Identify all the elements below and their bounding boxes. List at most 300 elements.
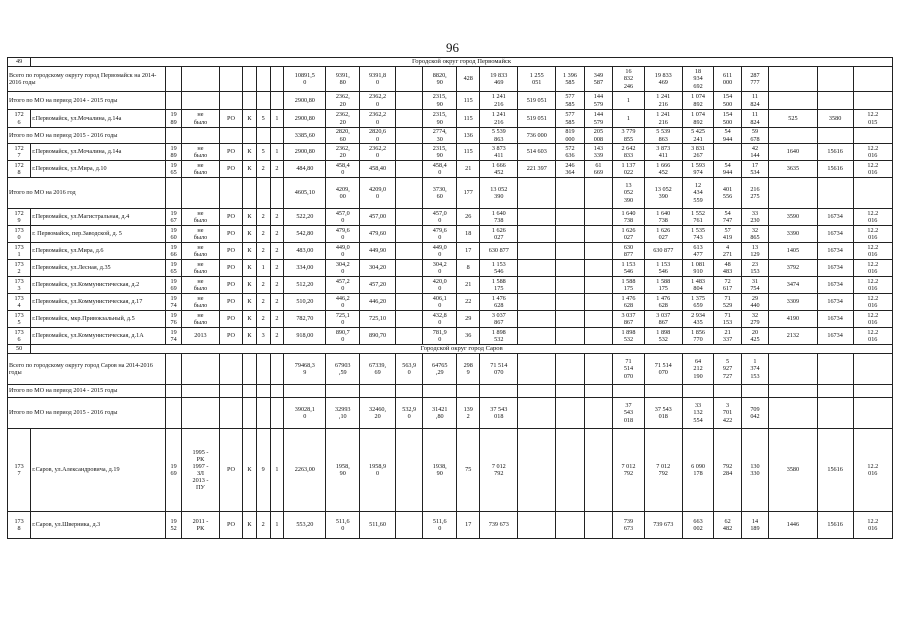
- section-number: 50: [8, 345, 31, 354]
- data-cell: [518, 429, 556, 512]
- data-cell: [518, 328, 556, 345]
- data-cell: 457,0 0: [326, 209, 360, 226]
- data-cell: 1 396 585: [556, 67, 584, 92]
- data-cell: [518, 354, 556, 385]
- data-cell: 349 587: [584, 67, 612, 92]
- data-cell: 18 934 692: [682, 67, 714, 92]
- data-cell: 458,4 0: [423, 161, 457, 178]
- data-cell: 432,8 0: [423, 311, 457, 328]
- data-cell: [817, 398, 853, 429]
- data-cell: [395, 92, 422, 110]
- data-cell: 75: [457, 429, 480, 512]
- data-cell: 3390: [769, 226, 818, 243]
- data-cell: [395, 178, 422, 209]
- data-cell: 16734: [817, 294, 853, 311]
- data-cell: 2: [270, 260, 284, 277]
- data-cell: 15616: [817, 161, 853, 178]
- data-cell: [584, 243, 612, 260]
- address-cell: г.Первомайск, ул.Мира, д.10: [31, 161, 166, 178]
- data-cell: [270, 92, 284, 110]
- data-cell: 1 640 738: [480, 209, 518, 226]
- data-cell: 2362, 20: [326, 110, 360, 128]
- summary-label: Итого по МО на период 2014 - 2015 годы: [8, 385, 166, 398]
- data-cell: 563,9 0: [395, 354, 422, 385]
- data-cell: [270, 385, 284, 398]
- data-cell: [644, 385, 682, 398]
- data-cell: 71 514 070: [644, 354, 682, 385]
- data-cell: [741, 385, 768, 398]
- data-cell: 449,0 0: [326, 243, 360, 260]
- data-cell: [682, 385, 714, 398]
- data-cell: 64765 ,29: [423, 354, 457, 385]
- data-cell: [395, 328, 422, 345]
- data-cell: 1405: [769, 243, 818, 260]
- data-cell: 5 539 863: [480, 128, 518, 144]
- data-cell: [556, 311, 584, 328]
- data-cell: 16734: [817, 260, 853, 277]
- data-cell: [769, 92, 818, 110]
- data-cell: [243, 178, 257, 209]
- data-cell: 10891,5 0: [284, 67, 326, 92]
- data-cell: 139 2: [457, 398, 480, 429]
- data-cell: 6 090 178: [682, 429, 714, 512]
- data-cell: [395, 144, 422, 161]
- data-cell: [181, 398, 219, 429]
- data-cell: 21 337: [714, 328, 741, 345]
- data-cell: 428: [457, 67, 480, 92]
- data-cell: [395, 110, 422, 128]
- data-cell: 216 275: [741, 178, 768, 209]
- address-cell: г.Первомайск, ул.Магистральная, д.4: [31, 209, 166, 226]
- data-cell: 2: [270, 161, 284, 178]
- data-cell: 1640: [769, 144, 818, 161]
- data-cell: 19 833 469: [480, 67, 518, 92]
- data-cell: [166, 385, 182, 398]
- data-cell: [769, 178, 818, 209]
- data-cell: РО: [219, 294, 242, 311]
- data-cell: 5: [256, 144, 270, 161]
- data-cell: [556, 226, 584, 243]
- section-title: Городской округ город Первомайск: [31, 58, 893, 67]
- data-cell: [181, 128, 219, 144]
- data-cell: 64 212 190: [682, 354, 714, 385]
- data-cell: 17 534: [741, 161, 768, 178]
- data-cell: 1: [270, 144, 284, 161]
- data-cell: 14 189: [741, 512, 768, 539]
- data-cell: [556, 277, 584, 294]
- data-cell: 736 000: [518, 128, 556, 144]
- table-row: [8, 429, 893, 512]
- data-cell: К: [243, 311, 257, 328]
- data-cell: 449,0 0: [423, 243, 457, 260]
- data-cell: [219, 354, 242, 385]
- data-cell: 522,20: [284, 209, 326, 226]
- data-cell: 246 364: [556, 161, 584, 178]
- data-cell: [853, 128, 892, 144]
- address-cell: г. Первомайск, пер.Заводской, д. 5: [31, 226, 166, 243]
- data-cell: 298 9: [457, 354, 480, 385]
- data-cell: 3385,60: [284, 128, 326, 144]
- row-number: 172 8: [8, 161, 31, 178]
- data-cell: 1 552 761: [682, 209, 714, 226]
- data-cell: 7 012 792: [613, 429, 645, 512]
- data-cell: [219, 128, 242, 144]
- data-cell: 19 65: [166, 260, 182, 277]
- row-number: 173 3: [8, 277, 31, 294]
- row-number: 172 7: [8, 144, 31, 161]
- data-cell: 1 626 027: [480, 226, 518, 243]
- data-cell: [556, 398, 584, 429]
- data-cell: [395, 226, 422, 243]
- data-cell: [714, 385, 741, 398]
- data-cell: 20 425: [741, 328, 768, 345]
- data-cell: не было: [181, 260, 219, 277]
- data-cell: 2: [256, 311, 270, 328]
- data-cell: 15616: [817, 144, 853, 161]
- data-cell: [243, 67, 257, 92]
- data-cell: не было: [181, 144, 219, 161]
- data-cell: [219, 178, 242, 209]
- data-cell: 19 89: [166, 144, 182, 161]
- data-cell: 29: [457, 311, 480, 328]
- data-cell: 3730, 60: [423, 178, 457, 209]
- data-cell: [518, 277, 556, 294]
- data-cell: [556, 260, 584, 277]
- data-cell: [256, 385, 270, 398]
- data-cell: не было: [181, 110, 219, 128]
- data-cell: 1 241 216: [480, 92, 518, 110]
- data-cell: 406,1 0: [423, 294, 457, 311]
- address-cell: г.Первомайск, ул.Коммунистическая, д.1А: [31, 328, 166, 345]
- data-cell: 13 129: [741, 243, 768, 260]
- data-cell: [584, 328, 612, 345]
- capital-repair-table: [7, 57, 893, 539]
- data-cell: [256, 92, 270, 110]
- data-cell: 26: [457, 209, 480, 226]
- address-cell: г.Саров, ул.Шверника, д.3: [31, 512, 166, 539]
- data-cell: [395, 311, 422, 328]
- address-cell: г.Первомайск, ул.Коммунистическая, д.17: [31, 294, 166, 311]
- data-cell: 12.2 016: [853, 161, 892, 178]
- data-cell: 2011 - РК: [181, 512, 219, 539]
- table-row: [8, 161, 893, 178]
- data-cell: 12.2 016: [853, 226, 892, 243]
- data-cell: 1 241 216: [644, 92, 682, 110]
- data-cell: 62 482: [714, 512, 741, 539]
- data-cell: 2: [256, 243, 270, 260]
- data-cell: 304,2 0: [423, 260, 457, 277]
- data-cell: не было: [181, 243, 219, 260]
- data-cell: 514 603: [518, 144, 556, 161]
- data-cell: 67903 ,59: [326, 354, 360, 385]
- data-cell: 71 514 070: [480, 354, 518, 385]
- summary-row: [8, 354, 893, 385]
- row-number: 173 6: [8, 328, 31, 345]
- data-cell: не было: [181, 311, 219, 328]
- data-cell: [584, 385, 612, 398]
- data-cell: [853, 178, 892, 209]
- data-cell: 483,00: [284, 243, 326, 260]
- data-cell: [166, 128, 182, 144]
- data-cell: 2: [270, 311, 284, 328]
- data-cell: 577 585: [556, 110, 584, 128]
- data-cell: 3 873 411: [480, 144, 518, 161]
- data-cell: 79468,3 9: [284, 354, 326, 385]
- data-cell: [518, 243, 556, 260]
- data-cell: 457,0 0: [423, 209, 457, 226]
- data-cell: 31 754: [741, 277, 768, 294]
- data-cell: [556, 328, 584, 345]
- data-cell: [518, 178, 556, 209]
- data-cell: 3 701 422: [714, 398, 741, 429]
- data-cell: 1 666 452: [644, 161, 682, 178]
- table-row: [8, 209, 893, 226]
- data-cell: 2013: [181, 328, 219, 345]
- data-cell: [817, 92, 853, 110]
- data-cell: 511,6 0: [326, 512, 360, 539]
- data-cell: 3 779 855: [613, 128, 645, 144]
- data-cell: 739 673: [480, 512, 518, 539]
- data-cell: 304,20: [360, 260, 396, 277]
- data-cell: [584, 294, 612, 311]
- table-row: [8, 144, 893, 161]
- data-cell: 1 153 546: [644, 260, 682, 277]
- data-cell: 7 012 792: [480, 429, 518, 512]
- data-cell: 4190: [769, 311, 818, 328]
- data-cell: 32 865: [741, 226, 768, 243]
- data-cell: [256, 398, 270, 429]
- data-cell: [556, 429, 584, 512]
- data-cell: 510,20: [284, 294, 326, 311]
- data-cell: 918,00: [284, 328, 326, 345]
- table-row: [8, 328, 893, 345]
- data-cell: [769, 128, 818, 144]
- data-cell: 2900,80: [284, 144, 326, 161]
- data-cell: [584, 429, 612, 512]
- row-number: 172 6: [8, 110, 31, 128]
- data-cell: 5 425 241: [682, 128, 714, 144]
- data-cell: 525: [769, 110, 818, 128]
- data-cell: К: [243, 144, 257, 161]
- address-cell: г.Первомайск, ул.Мира, д.6: [31, 243, 166, 260]
- table-row: [8, 311, 893, 328]
- summary-label: Итого по МО на 2016 год: [8, 178, 166, 209]
- data-cell: 3 831 267: [682, 144, 714, 161]
- data-cell: 1 153 546: [480, 260, 518, 277]
- data-cell: [395, 294, 422, 311]
- data-cell: К: [243, 260, 257, 277]
- data-cell: 420,0 0: [423, 277, 457, 294]
- data-cell: 23 153: [741, 260, 768, 277]
- data-cell: [853, 92, 892, 110]
- data-cell: 457,2 0: [326, 277, 360, 294]
- data-cell: [243, 385, 257, 398]
- data-cell: 19 69: [166, 277, 182, 294]
- table-row: [8, 243, 893, 260]
- data-cell: 143 339: [584, 144, 612, 161]
- data-cell: 1 856 770: [682, 328, 714, 345]
- data-cell: 19 66: [166, 243, 182, 260]
- data-cell: 1 588 175: [480, 277, 518, 294]
- data-cell: К: [243, 110, 257, 128]
- data-cell: 1 476 628: [644, 294, 682, 311]
- data-cell: 13 052 390: [613, 178, 645, 209]
- data-cell: 519 051: [518, 92, 556, 110]
- data-cell: [584, 354, 612, 385]
- data-cell: [166, 178, 182, 209]
- summary-row: [8, 67, 893, 92]
- data-cell: 12.2 016: [853, 512, 892, 539]
- data-cell: 48 483: [714, 260, 741, 277]
- data-cell: [243, 398, 257, 429]
- data-cell: К: [243, 429, 257, 512]
- data-cell: РО: [219, 311, 242, 328]
- data-cell: 5 539 863: [644, 128, 682, 144]
- data-cell: 37 543 018: [644, 398, 682, 429]
- data-cell: 4605,10: [284, 178, 326, 209]
- data-cell: 2820,6 0: [360, 128, 396, 144]
- summary-label: Итого по МО на период 2015 - 2016 годы: [8, 398, 166, 429]
- data-cell: РО: [219, 328, 242, 345]
- data-cell: 11 824: [741, 92, 768, 110]
- data-cell: [584, 398, 612, 429]
- data-cell: [556, 354, 584, 385]
- data-cell: 458,4 0: [326, 161, 360, 178]
- data-cell: [181, 92, 219, 110]
- data-cell: 12.2 016: [853, 243, 892, 260]
- data-cell: 2: [270, 226, 284, 243]
- data-cell: [518, 260, 556, 277]
- data-cell: 1995 - РК 1997 - ЗЛ 2013 - ПУ: [181, 429, 219, 512]
- data-cell: 12.2 016: [853, 260, 892, 277]
- data-cell: 2: [256, 226, 270, 243]
- data-cell: РО: [219, 110, 242, 128]
- section-number: 49: [8, 58, 31, 67]
- data-cell: 32993 ,10: [326, 398, 360, 429]
- data-cell: 1 898 532: [644, 328, 682, 345]
- data-cell: [480, 385, 518, 398]
- data-cell: [219, 385, 242, 398]
- data-cell: [518, 226, 556, 243]
- data-cell: 1 626 027: [644, 226, 682, 243]
- row-number: 173 0: [8, 226, 31, 243]
- data-cell: 1 255 051: [518, 67, 556, 92]
- data-cell: 3590: [769, 209, 818, 226]
- data-cell: 519 051: [518, 110, 556, 128]
- data-cell: [166, 398, 182, 429]
- data-cell: 154 500: [714, 92, 741, 110]
- data-cell: [270, 67, 284, 92]
- data-cell: 484,80: [284, 161, 326, 178]
- data-cell: 205 008: [584, 128, 612, 144]
- data-cell: 17: [457, 512, 480, 539]
- data-cell: 2362,2 0: [360, 92, 396, 110]
- data-cell: 1 483 804: [682, 277, 714, 294]
- data-cell: 1 081 910: [682, 260, 714, 277]
- data-cell: 1 375 659: [682, 294, 714, 311]
- data-cell: 458,40: [360, 161, 396, 178]
- data-cell: [769, 354, 818, 385]
- data-cell: 2362,2 0: [360, 110, 396, 128]
- address-cell: г.Первомайск, мкр.Привокзальный, д.5: [31, 311, 166, 328]
- data-cell: 1446: [769, 512, 818, 539]
- data-cell: не было: [181, 226, 219, 243]
- data-cell: [817, 354, 853, 385]
- data-cell: 57 419: [714, 226, 741, 243]
- data-cell: 7 012 792: [644, 429, 682, 512]
- data-cell: [395, 512, 422, 539]
- data-cell: 54 944: [714, 161, 741, 178]
- data-cell: [613, 385, 645, 398]
- data-cell: РО: [219, 260, 242, 277]
- data-cell: 31421 ,80: [423, 398, 457, 429]
- data-cell: 1: [613, 92, 645, 110]
- data-cell: [219, 92, 242, 110]
- data-cell: 2: [256, 209, 270, 226]
- data-cell: 304,2 0: [326, 260, 360, 277]
- data-cell: [518, 512, 556, 539]
- data-cell: 18: [457, 226, 480, 243]
- data-cell: 9: [256, 429, 270, 512]
- data-cell: [166, 92, 182, 110]
- data-cell: 630 877: [644, 243, 682, 260]
- data-cell: 4209, 00: [326, 178, 360, 209]
- data-cell: 61 669: [584, 161, 612, 178]
- data-cell: 16 832 246: [613, 67, 645, 92]
- data-cell: 115: [457, 110, 480, 128]
- data-cell: 2: [270, 277, 284, 294]
- data-cell: [817, 178, 853, 209]
- data-cell: 890,7 0: [326, 328, 360, 345]
- data-cell: [853, 398, 892, 429]
- data-cell: [243, 92, 257, 110]
- data-cell: 819 000: [556, 128, 584, 144]
- data-cell: К: [243, 294, 257, 311]
- data-cell: [817, 67, 853, 92]
- data-cell: 739 673: [644, 512, 682, 539]
- data-cell: 4 271: [714, 243, 741, 260]
- data-cell: 3635: [769, 161, 818, 178]
- data-cell: 12.2 016: [853, 328, 892, 345]
- row-number: 173 1: [8, 243, 31, 260]
- data-cell: 725,10: [360, 311, 396, 328]
- data-cell: 16734: [817, 209, 853, 226]
- data-cell: РО: [219, 209, 242, 226]
- data-cell: 2900,80: [284, 92, 326, 110]
- data-cell: [243, 354, 257, 385]
- data-cell: 177: [457, 178, 480, 209]
- data-cell: [584, 311, 612, 328]
- data-cell: 2774, 30: [423, 128, 457, 144]
- data-cell: 1958,9 0: [360, 429, 396, 512]
- data-cell: не было: [181, 209, 219, 226]
- data-cell: 446,20: [360, 294, 396, 311]
- data-cell: 1 588 175: [613, 277, 645, 294]
- data-cell: 12 434 559: [682, 178, 714, 209]
- data-cell: 130 330: [741, 429, 768, 512]
- data-cell: 1 074 892: [682, 92, 714, 110]
- data-cell: 890,70: [360, 328, 396, 345]
- data-cell: 12.2 016: [853, 209, 892, 226]
- data-cell: 334,00: [284, 260, 326, 277]
- data-cell: 479,6 0: [326, 226, 360, 243]
- data-cell: 9391,8 0: [360, 67, 396, 92]
- data-cell: 1 535 743: [682, 226, 714, 243]
- section-header-row: [8, 58, 893, 67]
- data-cell: [584, 226, 612, 243]
- data-cell: 54 747: [714, 209, 741, 226]
- data-cell: [395, 243, 422, 260]
